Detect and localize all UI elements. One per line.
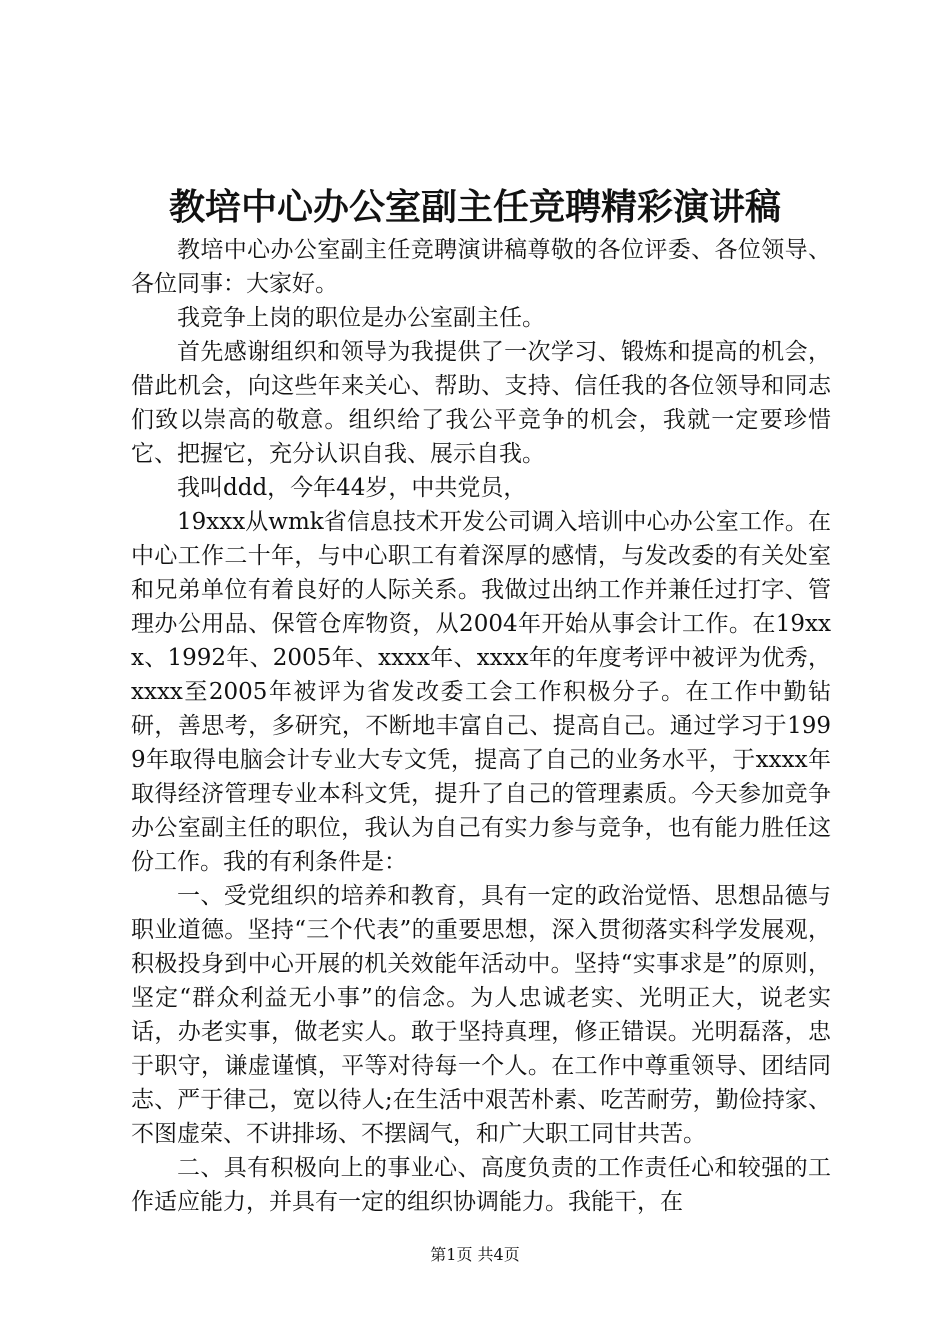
paragraph-work-history: 19xxx从wmk省信息技术开发公司调入培训中心办公室工作。在中心工作二十年，与中心职工有着深厚的感情，与发改委的有关处室和兄弟单位有着良好的人际关系。我做过出纳工作并兼任过打字、管理办公用品、保管仓库物资，从2004年开始从事会计工作。在19xxx、1992年、2005年、xxxx年、xxxx年的年度考评中被评为优秀，xxxx至2005年被评为省发改委工会工作积极分子。在工作中勤钻研，善思考，多研究，不断地丰富自己、提高自己。通过学习于1999年取得电脑会计专业大专文凭，提高了自己的业务水平，于xxxx年取得经济管理专业本科文凭，提升了自己的管理素质。今天参加竞争办公室副主任的职位，我认为自己有实力参与竞争，也有能力胜任这份工作。我的有利条件是：: [131, 509, 831, 875]
paragraph-greeting: 教培中心办公室副主任竞聘演讲稿尊敬的各位评委、各位领导、各位同事：大家好。: [131, 237, 831, 297]
document-body: [131, 233, 831, 1219]
paragraph-condition-one: 一、受党组织的培养和教育，具有一定的政治觉悟、思想品德与职业道德。坚持“三个代表”的重要思想，深入贯彻落实科学发展观，积极投身到中心开展的机关效能年活动中。坚持“实事求是”的原则，坚定“群众利益无小事”的信念。为人忠诚老实、光明正大，说老实话，办老实事，做老实人。敢于坚持真理，修正错误。光明磊落，忠于职守，谦虚谨慎，平等对待每一个人。在工作中尊重领导、团结同志、严于律己，宽以待人;在生活中艰苦朴素、吃苦耐劳，勤俭持家、不图虚荣、不讲排场、不摆阔气，和广大职工同甘共苦。: [131, 883, 831, 1147]
page-number-footer: 第1页 共4页: [430, 1245, 520, 1264]
paragraph-condition-two: 二、具有积极向上的事业心、高度负责的工作责任心和较强的工作适应能力，并具有一定的组织协调能力。我能干，在: [131, 1155, 831, 1215]
paragraph-introduction: 我叫ddd，今年44岁，中共党员，: [177, 475, 527, 501]
paragraph-position: 我竞争上岗的职位是办公室副主任。: [177, 305, 545, 331]
paragraph-thanks: 首先感谢组织和领导为我提供了一次学习、锻炼和提高的机会，借此机会，向这些年来关心、帮助、支持、信任我的各位领导和同志们致以崇高的敬意。组织给了我公平竞争的机会，我就一定要珍惜它、把握它，充分认识自我、展示自我。: [131, 339, 831, 467]
document-title: 教培中心办公室副主任竞聘精彩演讲稿: [168, 186, 781, 228]
